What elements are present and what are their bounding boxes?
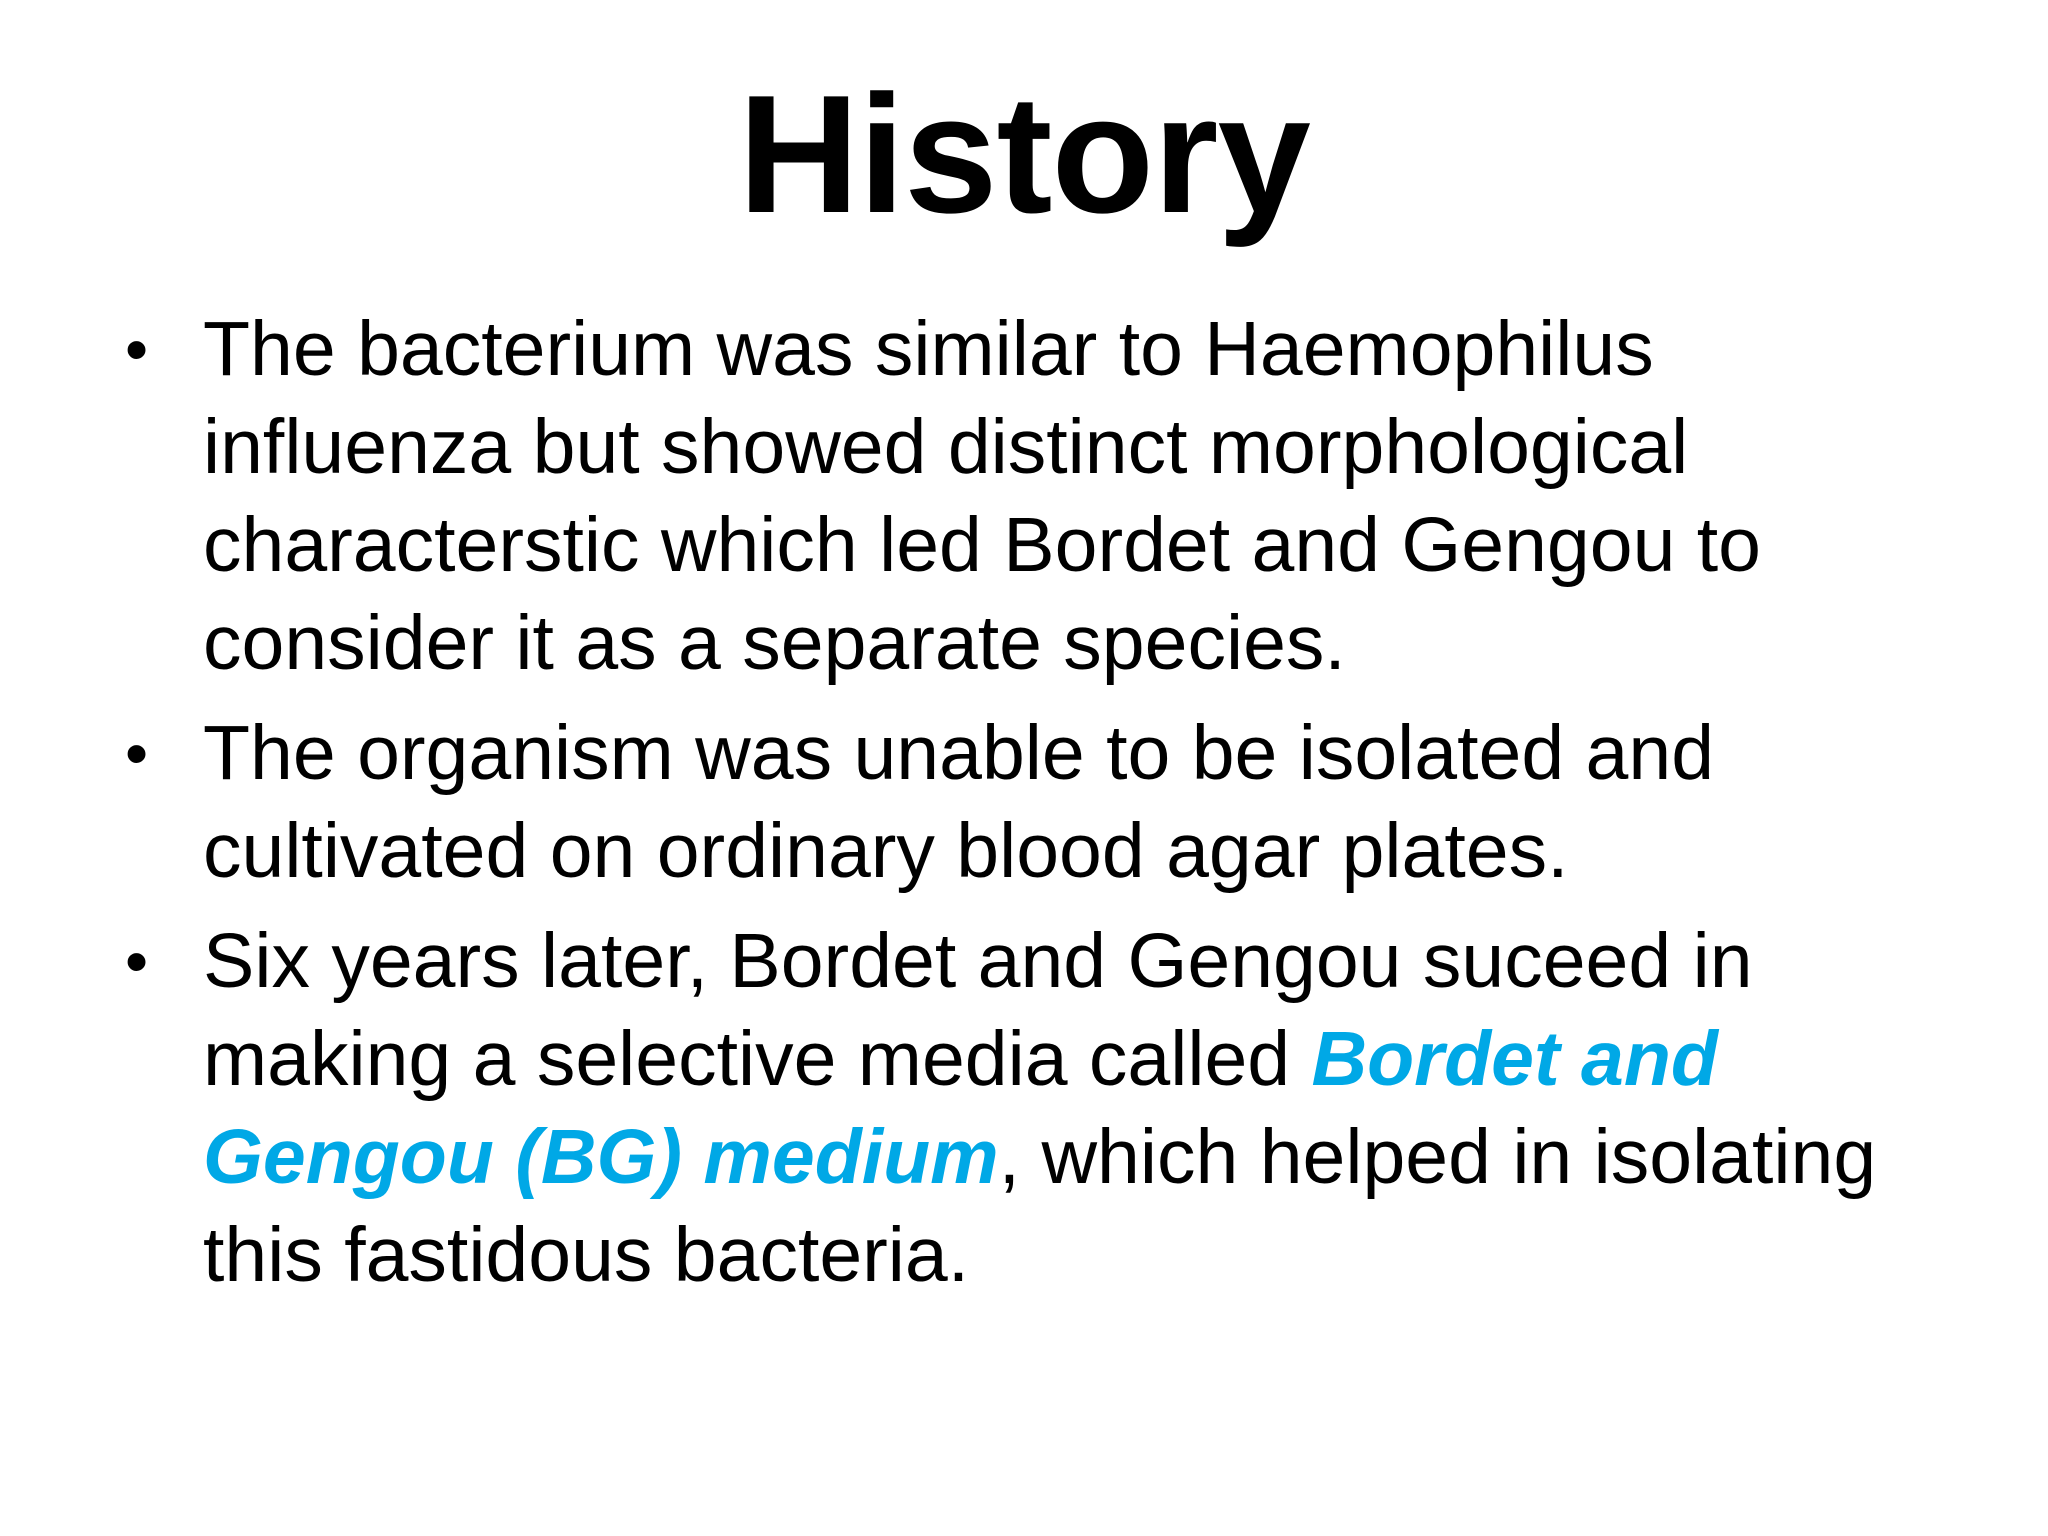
bullet-text-before: Six years later, Bordet and Gengou suceed in making a selective media called: [203, 918, 1753, 1102]
bullet-text-after: , which helped in isolating this fastidous bacteria.: [203, 1114, 1877, 1298]
bullet-icon: •: [125, 312, 149, 386]
bullet-item: [125, 300, 1945, 692]
bullet-icon: •: [125, 716, 149, 790]
slide-title: History: [738, 60, 1310, 248]
bullet-text: The bacterium was similar to Haemophilus influenza but showed distinct morphological characterstic which led Bordet and Gengou to consider it as a separate species.: [203, 306, 1762, 686]
bullet-item: [125, 912, 1945, 1304]
bullet-list: [125, 300, 1945, 1316]
bullet-icon: •: [125, 924, 149, 998]
bullet-text: The organism was unable to be isolated and cultivated on ordinary blood agar plates.: [203, 710, 1715, 894]
bullet-item: [125, 704, 1945, 900]
highlighted-term: Bordet and Gengou (BG) medium: [203, 1016, 1718, 1200]
bullet-text: [203, 918, 1876, 1298]
